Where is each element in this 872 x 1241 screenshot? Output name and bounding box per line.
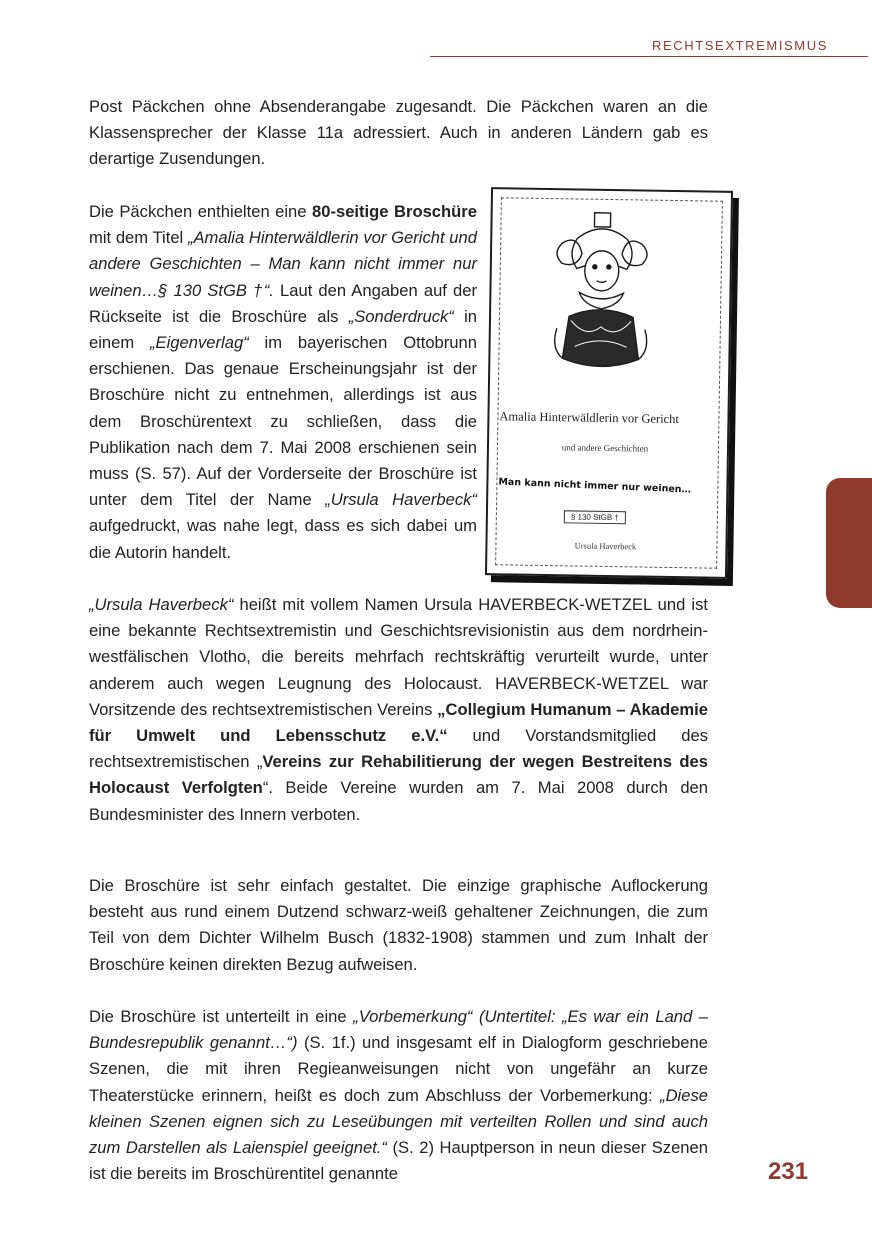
quoted-subtitle: „Vorbemerkung“ (Untertitel: „Es war ein Land – Bundesrepublik genannt…“)	[89, 1007, 709, 1053]
paragraph-text: “. Beide Vereine wurden am 7. Mai 2008 durch den Bundesminister des Innern verboten.	[89, 778, 709, 824]
paragraph-1	[89, 94, 708, 173]
paragraph-text: aufgedruckt, was nahe legt, dass es sich dabei um die Autorin handelt.	[89, 516, 477, 562]
quoted-term: „Sonderdruck“	[348, 306, 454, 326]
page-number: 231	[768, 1158, 809, 1185]
cover-title: Amalia Hinterwäldlerin vor Gericht	[499, 409, 680, 427]
quoted-name: „Ursula Haverbeck“	[325, 490, 477, 510]
paragraph-text: Die Broschüre ist sehr einfach gestaltet. Die einzige graphische Auflockerung besteht aus rund einem Dutzend schwarz-weiß gehaltener Zeichnungen, die zum Teil von dem Dichter Wilhelm Busch (1832-1908) stammen und zum Inhalt der Broschüre keinen direkten Bezug aufweisen.	[89, 876, 708, 974]
paragraph-text: Post Päckchen ohne Absenderangabe zugesandt. Die Päckchen waren an die Klassensprecher der Klasse 11a adressiert. Auch in anderen Ländern gab es derartige Zusendungen.	[89, 97, 708, 169]
paragraph-text: im bayerischen Ottobrunn erschienen. Das genaue Erscheinungsjahr ist der Broschüre nicht zu entnehmen, allerdings ist aus dem Broschürentext zu schließen, dass die Publikation nach dem 7. Mai 2008 erschienen sein muss (S. 57). Auf der Vorderseite der Broschüre ist unter dem Titel der Name	[89, 333, 477, 510]
paragraph-2-continued	[89, 592, 708, 828]
running-header: RECHTSEXTREMISMUS	[652, 38, 828, 53]
header-rule	[430, 56, 868, 57]
chapter-side-tab	[826, 478, 872, 608]
cover-subtitle: und andere Geschichten	[561, 442, 649, 454]
paragraph-text: (S. 1f.) und insgesamt elf in Dialogform geschriebene Szenen, die mit ihren Regieanweisungen nicht von ungefähr an kurze Theaterstücke erinnern, heißt es doch zum Abschluss der Vorbemerkung:	[89, 1033, 708, 1105]
paragraph-text: Laut den Angaben auf der Rückseite ist die Broschüre als	[89, 280, 477, 326]
brochure-cover-image	[485, 187, 733, 579]
paragraph-text: Die Päckchen enthielten eine	[89, 202, 312, 221]
paragraph-text: heißt mit vollem Namen Ursula HAVERBECK-WETZEL und ist eine bekannte Rechtsextremistin und Geschichtsrevisionistin aus dem nordrhein-westfälischen Vlotho, die bereits mehrfach rechtskräftig verurteilt wurde, unter anderem auch wegen Leugnung des Holocaust. HAVERBECK-WETZEL war Vorsitzende des rechtsextremistischen Vereins	[89, 595, 708, 719]
emphasis-bold: 80-seitige Broschüre	[311, 202, 477, 221]
quoted-title: „Amalia Hinterwäldlerin vor Gericht und andere Geschichten – Man kann nicht immer nur weinen…§ 130 StGB †“.	[89, 228, 477, 300]
paragraph-4	[89, 1004, 708, 1187]
paragraph-text: Die Broschüre ist unterteilt in eine	[89, 1007, 354, 1026]
cover-author: Ursula Haverbeck	[574, 540, 637, 552]
quoted-name: „Ursula Haverbeck“	[89, 595, 234, 614]
paragraph-2	[89, 199, 477, 566]
paragraph-text: (S. 2) Hauptperson in neun dieser Szenen ist die bereits im Broschürentitel genannte	[89, 1138, 708, 1184]
quoted-term: „Eigenverlag“	[150, 333, 249, 353]
paragraph-3	[89, 873, 708, 978]
organization-name: Vereins zur Rehabilitierung der wegen Bestreitens des Holocaust Verfolgten	[89, 752, 708, 798]
caricature-drawing-icon	[540, 208, 663, 380]
quotation: „Diese kleinen Szenen eignen sich zu Leseübungen mit verteilten Rollen und sind auch zum Darstellen als Laienspiel geeignet.“	[89, 1085, 708, 1158]
cover-tagline: Man kann nicht immer nur weinen…	[498, 476, 692, 496]
cover-paragraph-label: § 130 StGB †	[564, 510, 626, 524]
paragraph-text: mit dem Titel	[89, 228, 188, 248]
organization-name: „Collegium Humanum – Akademie für Umwelt und Lebensschutz e.V.“	[89, 699, 708, 746]
paragraph-text: in einem	[89, 306, 477, 353]
paragraph-text: und Vorstandsmitglied des rechtsextremistischen „	[89, 726, 709, 772]
